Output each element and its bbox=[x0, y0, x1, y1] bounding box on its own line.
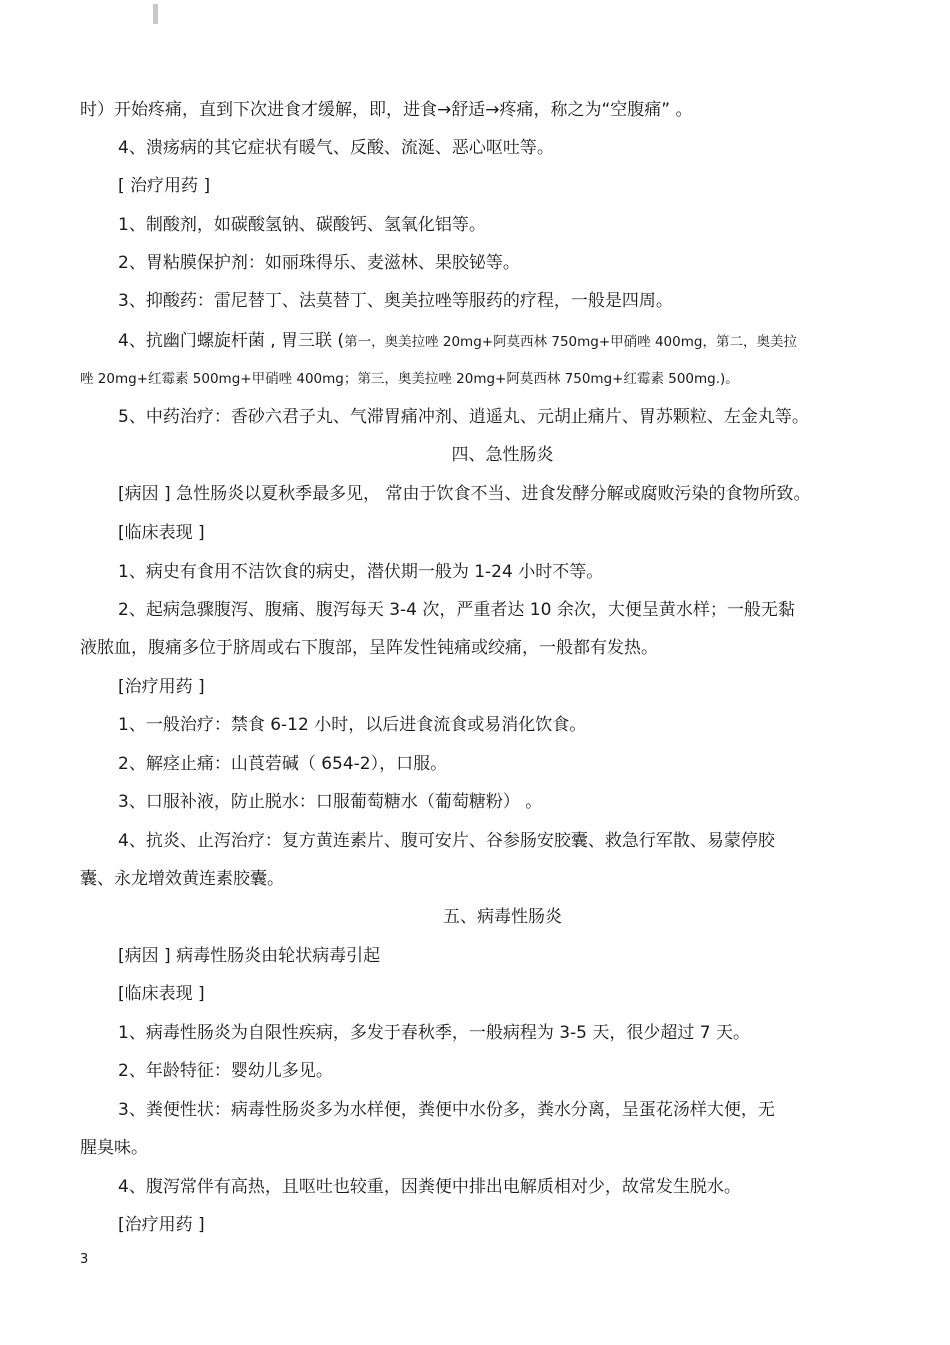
paragraph-line: 2、年龄特征：婴幼儿多见。 bbox=[118, 1061, 333, 1081]
paragraph-line: 3、抑酸药：雷尼替丁、法莫替丁、奥美拉唑等服药的疗程，一般是四周。 bbox=[118, 291, 673, 311]
paragraph-line: [病因 ] 急性肠炎以夏秋季最多见， 常由于饮食不当、进食发酵分解或腐败污染的食物所致。 bbox=[118, 484, 811, 504]
paragraph-line: 5、中药治疗：香砂六君子丸、气滞胃痛冲剂、逍遥丸、元胡止痛片、胃苏颗粒、左金丸等。 bbox=[118, 407, 809, 427]
paragraph-line: 时）开始疼痛，直到下次进食才缓解，即，进食→舒适→疼痛，称之为“空腹痛” 。 bbox=[80, 100, 693, 120]
paragraph-line: 2、解痉止痛：山莨菪碱（ 654-2），口服。 bbox=[118, 754, 448, 774]
paragraph-line: 1、病史有食用不洁饮食的病史，潜伏期一般为 1-24 小时不等。 bbox=[118, 562, 604, 582]
paragraph-line: 4、腹泻常伴有高热，且呕吐也较重，因粪便中排出电解质相对少，故常发生脱水。 bbox=[118, 1177, 741, 1197]
paragraph-line: 3、粪便性状：病毒性肠炎多为水样便，粪便中水份多，粪水分离，呈蛋花汤样大便，无 bbox=[118, 1100, 775, 1120]
paragraph-line: 囊、永龙增效黄连素胶囊。 bbox=[80, 869, 284, 889]
paragraph-line: 1、制酸剂，如碳酸氢钠、碳酸钙、氢氧化铝等。 bbox=[118, 215, 486, 235]
paragraph-text: 4、抗幽门螺旋杆菌 , 胃三联 ( bbox=[118, 331, 345, 351]
paragraph-line: 1、一般治疗：禁食 6-12 小时，以后进食流食或易消化饮食。 bbox=[118, 715, 587, 735]
paragraph-line: 唑 20mg+红霉素 500mg+甲硝唑 400mg；第三，奥美拉唑 20mg+阿莫西林 750mg+红霉素 500mg.)。 bbox=[80, 371, 739, 387]
section-heading: 四、急性肠炎 bbox=[451, 445, 554, 465]
section-label: [临床表现 ] bbox=[118, 984, 205, 1004]
paragraph-line: 4、溃疡病的其它症状有暖气、反酸、流涎、恶心呕吐等。 bbox=[118, 138, 554, 158]
paragraph-text-small: 第一，奥美拉唑 20mg+阿莫西林 750mg+甲硝唑 400mg，第二，奥美拉 bbox=[344, 334, 797, 350]
section-heading: 五、病毒性肠炎 bbox=[443, 907, 562, 927]
section-label: [ 治疗用药 ] bbox=[118, 176, 211, 196]
paragraph-line bbox=[0, 326, 950, 356]
paragraph-line: 4、抗炎、止泻治疗：复方黄连素片、腹可安片、谷参肠安胶囊、救急行军散、易蒙停胶 bbox=[118, 831, 775, 851]
page-number: 3 bbox=[80, 1252, 89, 1267]
paragraph-line: 腥臭味。 bbox=[80, 1138, 148, 1158]
section-label: [治疗用药 ] bbox=[118, 677, 205, 697]
section-label: [治疗用药 ] bbox=[118, 1215, 205, 1235]
paragraph-line: 2、起病急骤腹泻、腹痛、腹泻每天 3-4 次，严重者达 10 余次，大便呈黄水样；一般无黏 bbox=[118, 600, 795, 620]
scan-mark bbox=[153, 4, 158, 24]
paragraph-line: 3、口服补液，防止脱水：口服葡萄糖水（葡萄糖粉） 。 bbox=[118, 792, 543, 812]
paragraph-line: [病因 ] 病毒性肠炎由轮状病毒引起 bbox=[118, 946, 381, 966]
paragraph-line: 1、病毒性肠炎为自限性疾病，多发于春秋季，一般病程为 3-5 天，很少超过 7 天。 bbox=[118, 1023, 751, 1043]
paragraph-line: 2、胃粘膜保护剂：如丽珠得乐、麦滋林、果胶铋等。 bbox=[118, 253, 520, 273]
section-label: [临床表现 ] bbox=[118, 523, 205, 543]
paragraph-line: 液脓血，腹痛多位于脐周或右下腹部，呈阵发性钝痛或绞痛，一般都有发热。 bbox=[80, 638, 658, 658]
